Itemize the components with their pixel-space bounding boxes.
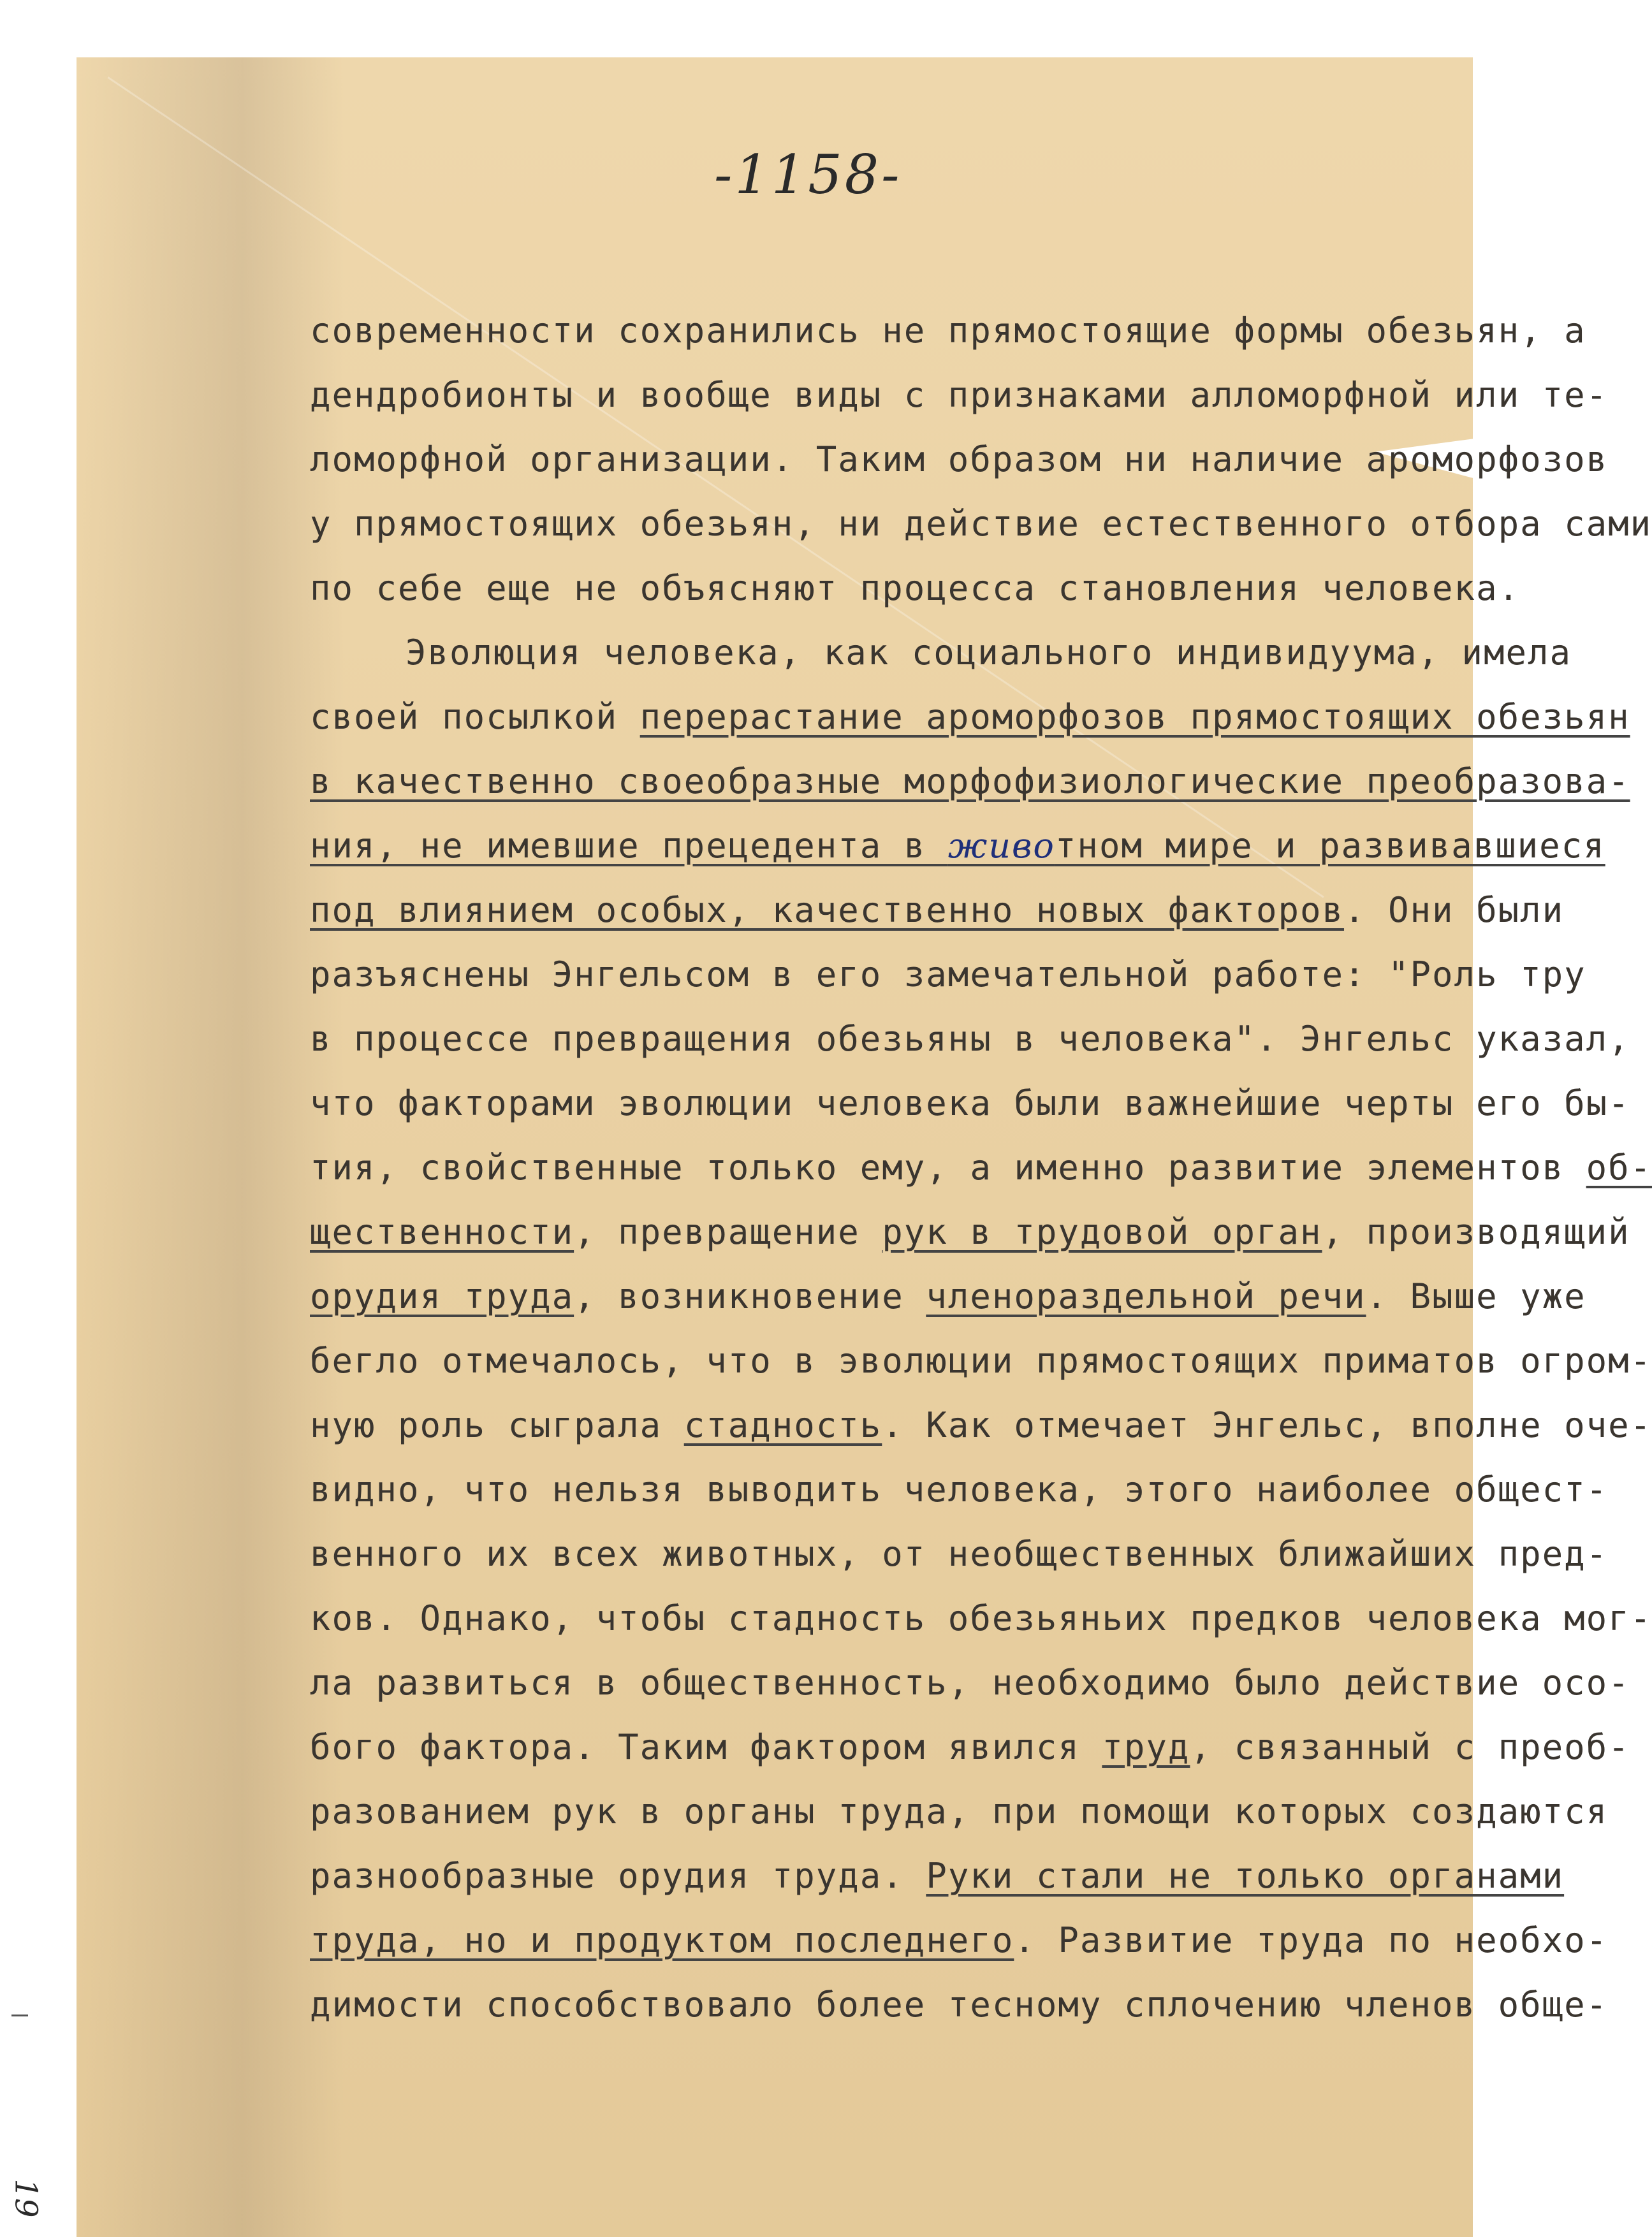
text-line (310, 749, 1630, 813)
text-line: в процессе превращения обезьяны в человека". Энгельс указал, (310, 1019, 1630, 1059)
underlined-phrase: труд (1102, 1727, 1190, 1767)
text-line: Эволюция человека, как социального индивидуума, имела (406, 632, 1572, 673)
underlined-phrase: об- (1586, 1148, 1652, 1188)
underlined-phrase: труда, но и продуктом последнего (310, 1920, 1014, 1960)
text-line: димости способствовало более тесному сплочению членов обще- (310, 1985, 1609, 2025)
text-fragment: ния, не имевшие прецедента в (310, 826, 948, 866)
underlined-phrase: стадность (683, 1405, 882, 1445)
text-line: видно, что нельзя выводить человека, этого наиболее общест- (310, 1469, 1609, 1510)
text-line (310, 1135, 1652, 1200)
text-line (310, 1200, 1630, 1264)
text-line (310, 1908, 1609, 1972)
text-line: венного их всех животных, от необщественных ближайших пред- (310, 1534, 1609, 1574)
underlined-phrase: рук в трудовой орган (882, 1212, 1322, 1252)
text-fragment: разнообразные орудия труда. (310, 1856, 926, 1896)
text-line: современности сохранились не прямостоящие формы обезьян, а (310, 310, 1586, 351)
text-fragment: . Развитие труда по необхо- (1014, 1920, 1609, 1960)
text-fragment: , превращение (574, 1212, 882, 1252)
underlined-phrase: в качественно своеобразные морфофизиологические преобразова- (310, 761, 1630, 801)
underlined-phrase: членораздельной речи (926, 1276, 1366, 1316)
text-fragment: . Как отмечает Энгельс, вполне оче- (882, 1405, 1652, 1445)
underlined-phrase: Руки стали не только органами (926, 1856, 1565, 1896)
text-line: у прямостоящих обезьян, ни действие естественного отбора сами (310, 504, 1652, 544)
underlined-phrase: перерастание ароморфозов прямостоящих обезьян (640, 697, 1630, 737)
text-line: что факторами эволюции человека были важнейшие черты его бы- (310, 1083, 1630, 1123)
text-fragment: своей посылкой (310, 697, 640, 737)
text-line: ла развиться в общественность, необходимо было действие осо- (310, 1663, 1630, 1703)
underlined-phrase (310, 826, 1605, 866)
text-line: дендробионты и вообще виды с признаками алломорфной или те- (310, 375, 1609, 415)
text-fragment: , производящий (1322, 1212, 1630, 1252)
text-fragment: , связанный с преоб- (1190, 1727, 1630, 1767)
handwritten-page-number: -1158- (714, 143, 902, 206)
margin-page-number: 19 (8, 2178, 44, 2218)
underlined-phrase: орудия труда (310, 1276, 574, 1316)
text-line: бегло отмечалось, что в эволюции прямостоящих приматов огром- (310, 1341, 1652, 1381)
text-line: ков. Однако, чтобы стадность обезьяньих предков человека мог- (310, 1598, 1652, 1638)
handwritten-correction: живо (947, 826, 1055, 866)
text-fragment: тия, свойственные только ему, а именно развитие элементов (310, 1148, 1586, 1188)
text-fragment: ную роль сыграла (310, 1405, 684, 1445)
margin-tick-mark (11, 2015, 28, 2016)
typewritten-body (310, 298, 1652, 2037)
text-line: ломорфной организации. Таким образом ни наличие ароморфозов (310, 439, 1609, 479)
text-line: разъяснены Энгельсом в его замечательной работе: "Роль тру (310, 954, 1586, 995)
text-fragment: . Выше уже (1366, 1276, 1586, 1316)
text-fragment: тном мире и развивавшиеся (1055, 826, 1605, 866)
text-line (310, 813, 1605, 878)
text-line (310, 1715, 1630, 1779)
text-line: разованием рук в органы труда, при помощи которых создаются (310, 1791, 1609, 1832)
text-line: по себе еще не объясняют процесса становления человека. (310, 568, 1521, 608)
text-line (310, 685, 1630, 749)
underlined-phrase: под влиянием особых, качественно новых факторов (310, 890, 1345, 930)
text-fragment: , возникновение (574, 1276, 926, 1316)
text-line (310, 1844, 1565, 1908)
text-fragment: бого фактора. Таким фактором явился (310, 1727, 1102, 1767)
text-line (310, 1264, 1586, 1329)
text-fragment: . Они были (1344, 890, 1565, 930)
text-line (310, 878, 1565, 942)
text-line (310, 1393, 1652, 1457)
underlined-phrase: щественности (310, 1212, 574, 1252)
